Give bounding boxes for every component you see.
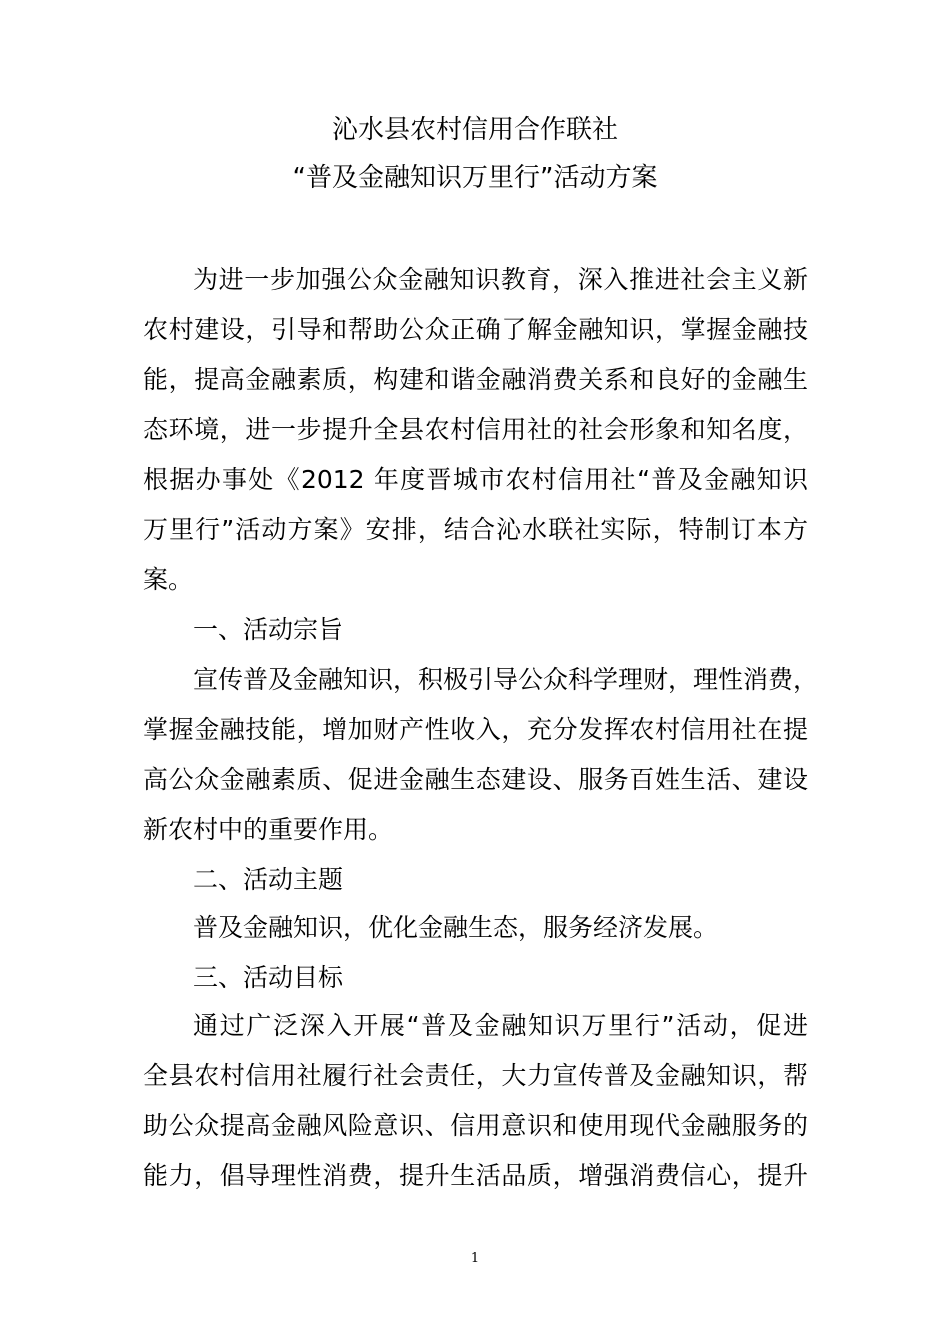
paragraph-line: 通过广泛深入开展“普及金融知识万里行”活动，促进 xyxy=(193,1011,808,1040)
paragraph-line: 为进一步加强公众金融知识教育，深入推进社会主义新 xyxy=(193,265,808,294)
section-heading: 一、活动宗旨 xyxy=(193,615,344,644)
section-heading: 二、活动主题 xyxy=(193,865,344,894)
paragraph-line: 掌握金融技能，增加财产性收入，充分发挥农村信用社在提 xyxy=(143,715,808,744)
paragraph-line: 普及金融知识，优化金融生态，服务经济发展。 xyxy=(193,913,719,942)
paragraph-line: 高公众金融素质、促进金融生态建设、服务百姓生活、建设 xyxy=(143,765,808,794)
paragraph-line: 根据办事处《2012 年度晋城市农村信用社“普及金融知识 xyxy=(143,465,808,494)
paragraph-line: 态环境，进一步提升全县农村信用社的社会形象和知名度， xyxy=(143,415,808,444)
paragraph-line: 能，提高金融素质，构建和谐金融消费关系和良好的金融生 xyxy=(143,365,808,394)
page-number: 1 xyxy=(470,1251,480,1266)
paragraph-line: 案。 xyxy=(143,565,194,594)
paragraph-line: 全县农村信用社履行社会责任，大力宣传普及金融知识，帮 xyxy=(143,1061,808,1090)
paragraph-line: 新农村中的重要作用。 xyxy=(143,815,394,844)
paragraph-line: 宣传普及金融知识，积极引导公众科学理财，理性消费， xyxy=(193,665,819,694)
document-title-line1: 沁水县农村信用合作联社 xyxy=(331,115,618,145)
document-title-line2: “普及金融知识万里行”活动方案 xyxy=(292,163,658,193)
paragraph-line: 助公众提高金融风险意识、信用意识和使用现代金融服务的 xyxy=(143,1111,808,1140)
paragraph-line: 万里行”活动方案》安排，结合沁水联社实际，特制订本方 xyxy=(143,515,808,544)
paragraph-line: 农村建设，引导和帮助公众正确了解金融知识，掌握金融技 xyxy=(143,315,808,344)
paragraph-line: 能力，倡导理性消费，提升生活品质，增强消费信心，提升 xyxy=(143,1161,808,1190)
section-heading: 三、活动目标 xyxy=(193,963,344,992)
